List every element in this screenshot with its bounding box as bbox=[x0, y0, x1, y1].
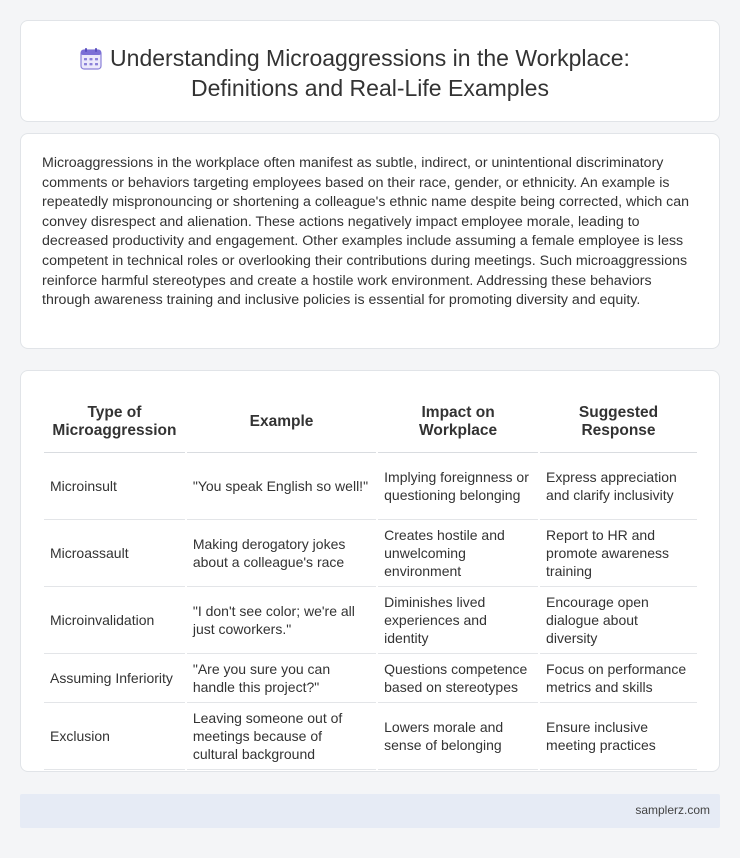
page-title bbox=[21, 43, 719, 103]
table-row bbox=[44, 703, 697, 770]
microaggression-table bbox=[42, 391, 699, 770]
footer-bar bbox=[20, 794, 720, 828]
cell-type: Microassault bbox=[44, 520, 185, 587]
cell-type: Exclusion bbox=[44, 703, 185, 770]
column-header-response: Suggested Response bbox=[540, 391, 697, 453]
cell-impact: Diminishes lived experiences and identity bbox=[378, 587, 538, 654]
cell-example: "I don't see color; we're all just coworkers." bbox=[187, 587, 376, 654]
column-header-impact: Impact on Workplace bbox=[378, 391, 538, 453]
header-card bbox=[20, 20, 720, 122]
cell-impact: Implying foreignness or questioning belonging bbox=[378, 453, 538, 520]
table-header-row bbox=[44, 391, 697, 453]
cell-example: Leaving someone out of meetings because of cultural background bbox=[187, 703, 376, 770]
cell-response: Report to HR and promote awareness training bbox=[540, 520, 697, 587]
intro-paragraph: Microaggressions in the workplace often manifest as subtle, indirect, or unintentional discriminatory comments or behaviors targeting employees based on their race, gender, or ethnicity. An example is repeatedly mispronouncing or shortening a colleague's ethnic name despite being corrected, which can convey disrespect and alienation. These actions negatively impact employee morale, leading to decreased productivity and engagement. Other examples include assuming a female employee is less competent in technical roles or overlooking their contributions during meetings. Such microaggressions reinforce harmful stereotypes and create a hostile work environment. Addressing these behaviors through awareness training and inclusive policies is essential for promoting diversity and equity. bbox=[42, 155, 690, 309]
table-row bbox=[44, 587, 697, 654]
table-row bbox=[44, 520, 697, 587]
column-header-type: Type of Microaggression bbox=[44, 391, 185, 453]
cell-example: Making derogatory jokes about a colleague's race bbox=[187, 520, 376, 587]
cell-response: Encourage open dialogue about diversity bbox=[540, 587, 697, 654]
page-title-line-2: Definitions and Real-Life Examples bbox=[191, 75, 549, 101]
table-row bbox=[44, 654, 697, 703]
cell-type: Microinsult bbox=[44, 453, 185, 520]
cell-example: "Are you sure you can handle this project?" bbox=[187, 654, 376, 703]
cell-impact: Lowers morale and sense of belonging bbox=[378, 703, 538, 770]
column-header-example: Example bbox=[187, 391, 376, 453]
cell-example: "You speak English so well!" bbox=[187, 453, 376, 520]
footer-site-link[interactable]: samplerz.com bbox=[635, 803, 710, 817]
cell-response: Express appreciation and clarify inclusivity bbox=[540, 453, 697, 520]
cell-type: Microinvalidation bbox=[44, 587, 185, 654]
intro-card bbox=[20, 133, 720, 349]
cell-impact: Creates hostile and unwelcoming environment bbox=[378, 520, 538, 587]
table-row bbox=[44, 453, 697, 520]
cell-impact: Questions competence based on stereotypes bbox=[378, 654, 538, 703]
cell-response: Focus on performance metrics and skills bbox=[540, 654, 697, 703]
cell-type: Assuming Inferiority bbox=[44, 654, 185, 703]
table-card bbox=[20, 370, 720, 772]
cell-response: Ensure inclusive meeting practices bbox=[540, 703, 697, 770]
page-title-line-1: Understanding Microaggressions in the Workplace: bbox=[110, 45, 630, 71]
